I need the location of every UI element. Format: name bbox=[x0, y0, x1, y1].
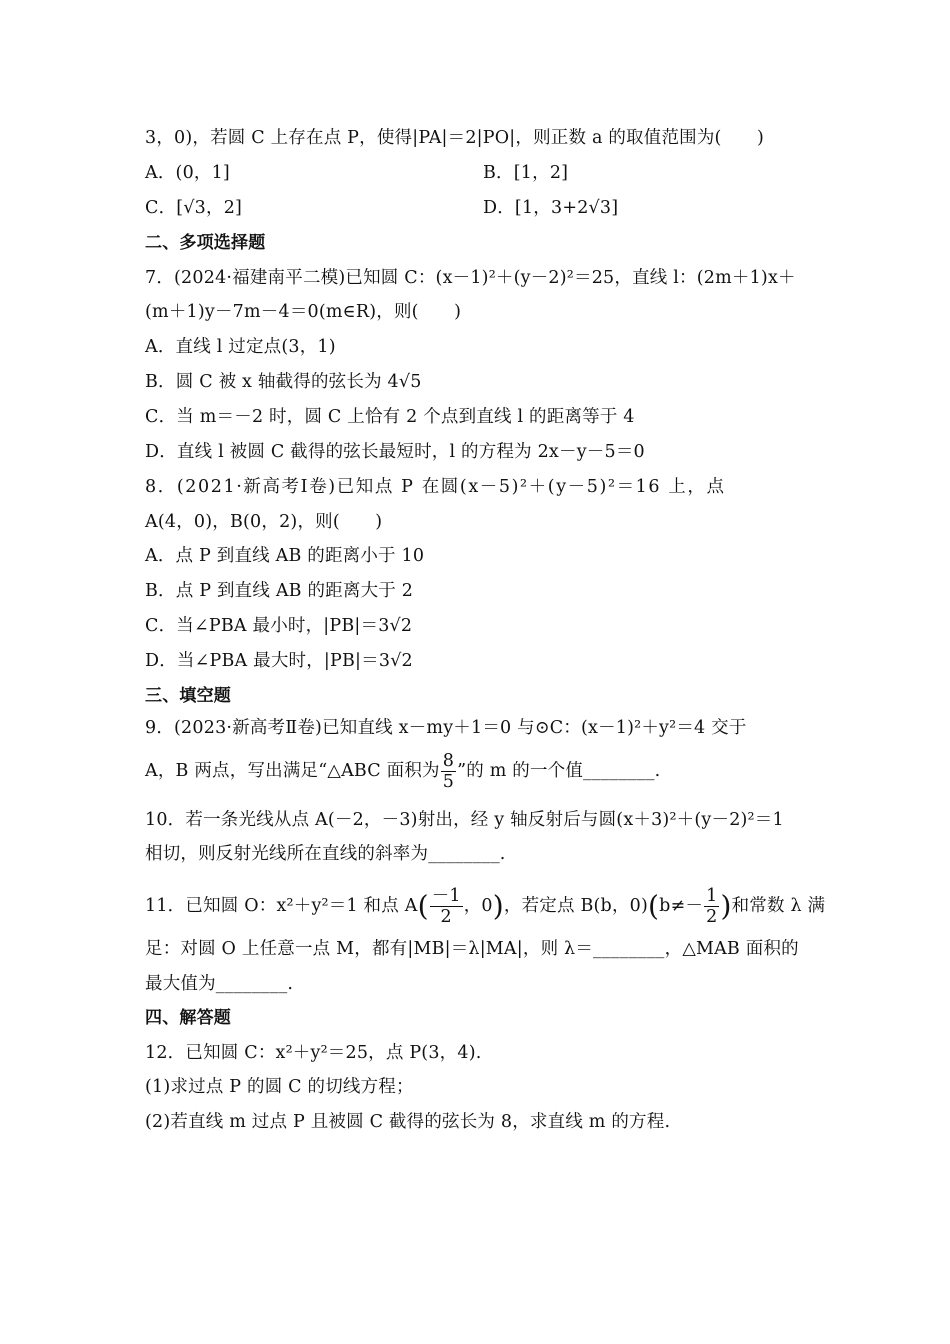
q11-text-b: ，0 bbox=[463, 896, 493, 916]
right-paren: ) bbox=[492, 889, 504, 923]
q8-option-d: D．当∠PBA 最大时，|PB|＝3√2 bbox=[145, 651, 413, 671]
q11-fraction-1-denominator: 2 bbox=[440, 907, 452, 927]
q7-stem-line-2: (m＋1)y－7m－4＝0(m∈R)，则( ) bbox=[145, 302, 462, 322]
q11-text-d: b≠－ bbox=[659, 896, 704, 916]
q9-fraction bbox=[441, 751, 456, 792]
q11-fraction-2-numerator: 1 bbox=[706, 886, 718, 906]
q9-stem-line-1: 9．(2023·新高考Ⅱ卷)已知直线 x－my＋1＝0 与⊙C：(x－1)²＋y²＝4 交于 bbox=[145, 718, 747, 738]
q12-stem: 12．已知圆 C：x²＋y²＝25，点 P(3，4). bbox=[145, 1043, 482, 1063]
q11-stem-line-2: 足：对圆 O 上任意一点 M，都有|MB|＝λ|MA|，则 λ＝________，△MAB 面积的 bbox=[145, 939, 799, 959]
q7-option-a: A．直线 l 过定点(3，1) bbox=[145, 337, 336, 357]
q10-stem-line-1: 10．若一条光线从点 A(－2，－3)射出，经 y 轴反射后与圆(x＋3)²＋(y－2)²＝1 bbox=[145, 810, 784, 830]
right-paren: ) bbox=[720, 889, 732, 923]
q11-stem-line-3: 最大值为________. bbox=[145, 974, 294, 994]
q9-text-a: A，B 两点，写出满足“△ABC 面积为 bbox=[145, 761, 440, 781]
q6-option-a: A．(0，1] bbox=[145, 163, 230, 183]
q8-stem-line-1: 8．(2021·新高考Ⅰ卷)已知点 P 在圆(x－5)²＋(y－5)²＝16 上，点 bbox=[145, 477, 726, 497]
left-paren: ( bbox=[417, 889, 429, 923]
q9-fraction-numerator: 8 bbox=[442, 751, 455, 771]
q8-stem-line-2: A(4，0)，B(0，2)，则( ) bbox=[145, 512, 383, 532]
q7-option-d: D．直线 l 被圆 C 截得的弦长最短时，l 的方程为 2x－y－5＝0 bbox=[145, 442, 645, 462]
q12-part-2: (2)若直线 m 过点 P 且被圆 C 截得的弦长为 8，求直线 m 的方程. bbox=[145, 1112, 671, 1132]
q6-option-d: D．[1，3+2√3] bbox=[483, 198, 619, 218]
section-heading-fill-in: 三、填空题 bbox=[145, 686, 231, 706]
left-paren: ( bbox=[648, 889, 660, 923]
q8-option-b: B．点 P 到直线 AB 的距离大于 2 bbox=[145, 581, 414, 601]
q11-fraction-1-numerator: －1 bbox=[431, 886, 461, 906]
q10-stem-line-2: 相切，则反射光线所在直线的斜率为________. bbox=[145, 844, 506, 864]
q8-option-a: A．点 P 到直线 AB 的距离小于 10 bbox=[145, 546, 425, 566]
q11-text-a: 11．已知圆 O：x²＋y²＝1 和点 A bbox=[145, 896, 418, 916]
q11-fraction-2 bbox=[704, 886, 719, 927]
q8-option-c: C．当∠PBA 最小时，|PB|＝3√2 bbox=[145, 616, 413, 636]
q12-part-1: (1)求过点 P 的圆 C 的切线方程； bbox=[145, 1077, 414, 1097]
q7-stem-line-1: 7．(2024·福建南平二模)已知圆 C：(x－1)²＋(y－2)²＝25，直线 l：(2m＋1)x＋ bbox=[145, 268, 796, 288]
q11-fraction-1 bbox=[430, 886, 463, 927]
section-heading-multiple-choice: 二、多项选择题 bbox=[145, 233, 266, 253]
section-heading-answer: 四、解答题 bbox=[145, 1008, 231, 1028]
q9-text-b: ”的 m 的一个值________. bbox=[457, 761, 661, 781]
q11-text-e: 和常数 λ 满 bbox=[731, 896, 826, 916]
q6-options-row-2 bbox=[145, 196, 810, 220]
q9-fraction-denominator: 5 bbox=[442, 772, 455, 792]
q6-option-b: B．[1，2] bbox=[483, 163, 569, 183]
q7-option-b: B．圆 C 被 x 轴截得的弦长为 4√5 bbox=[145, 372, 422, 392]
q7-option-c: C．当 m＝－2 时，圆 C 上恰有 2 个点到直线 l 的距离等于 4 bbox=[145, 407, 635, 427]
q6-options-row-1 bbox=[145, 161, 810, 185]
q9-stem-line-2 bbox=[145, 751, 810, 792]
q11-stem-line-1 bbox=[145, 886, 826, 927]
q11-text-c: ，若定点 B(b，0) bbox=[503, 896, 649, 916]
q6-continuation: 3，0)，若圆 C 上存在点 P，使得|PA|＝2|PO|，则正数 a 的取值范围为( ) bbox=[145, 128, 765, 148]
q6-option-c: C．[√3，2] bbox=[145, 198, 243, 218]
q11-fraction-2-denominator: 2 bbox=[706, 907, 718, 927]
